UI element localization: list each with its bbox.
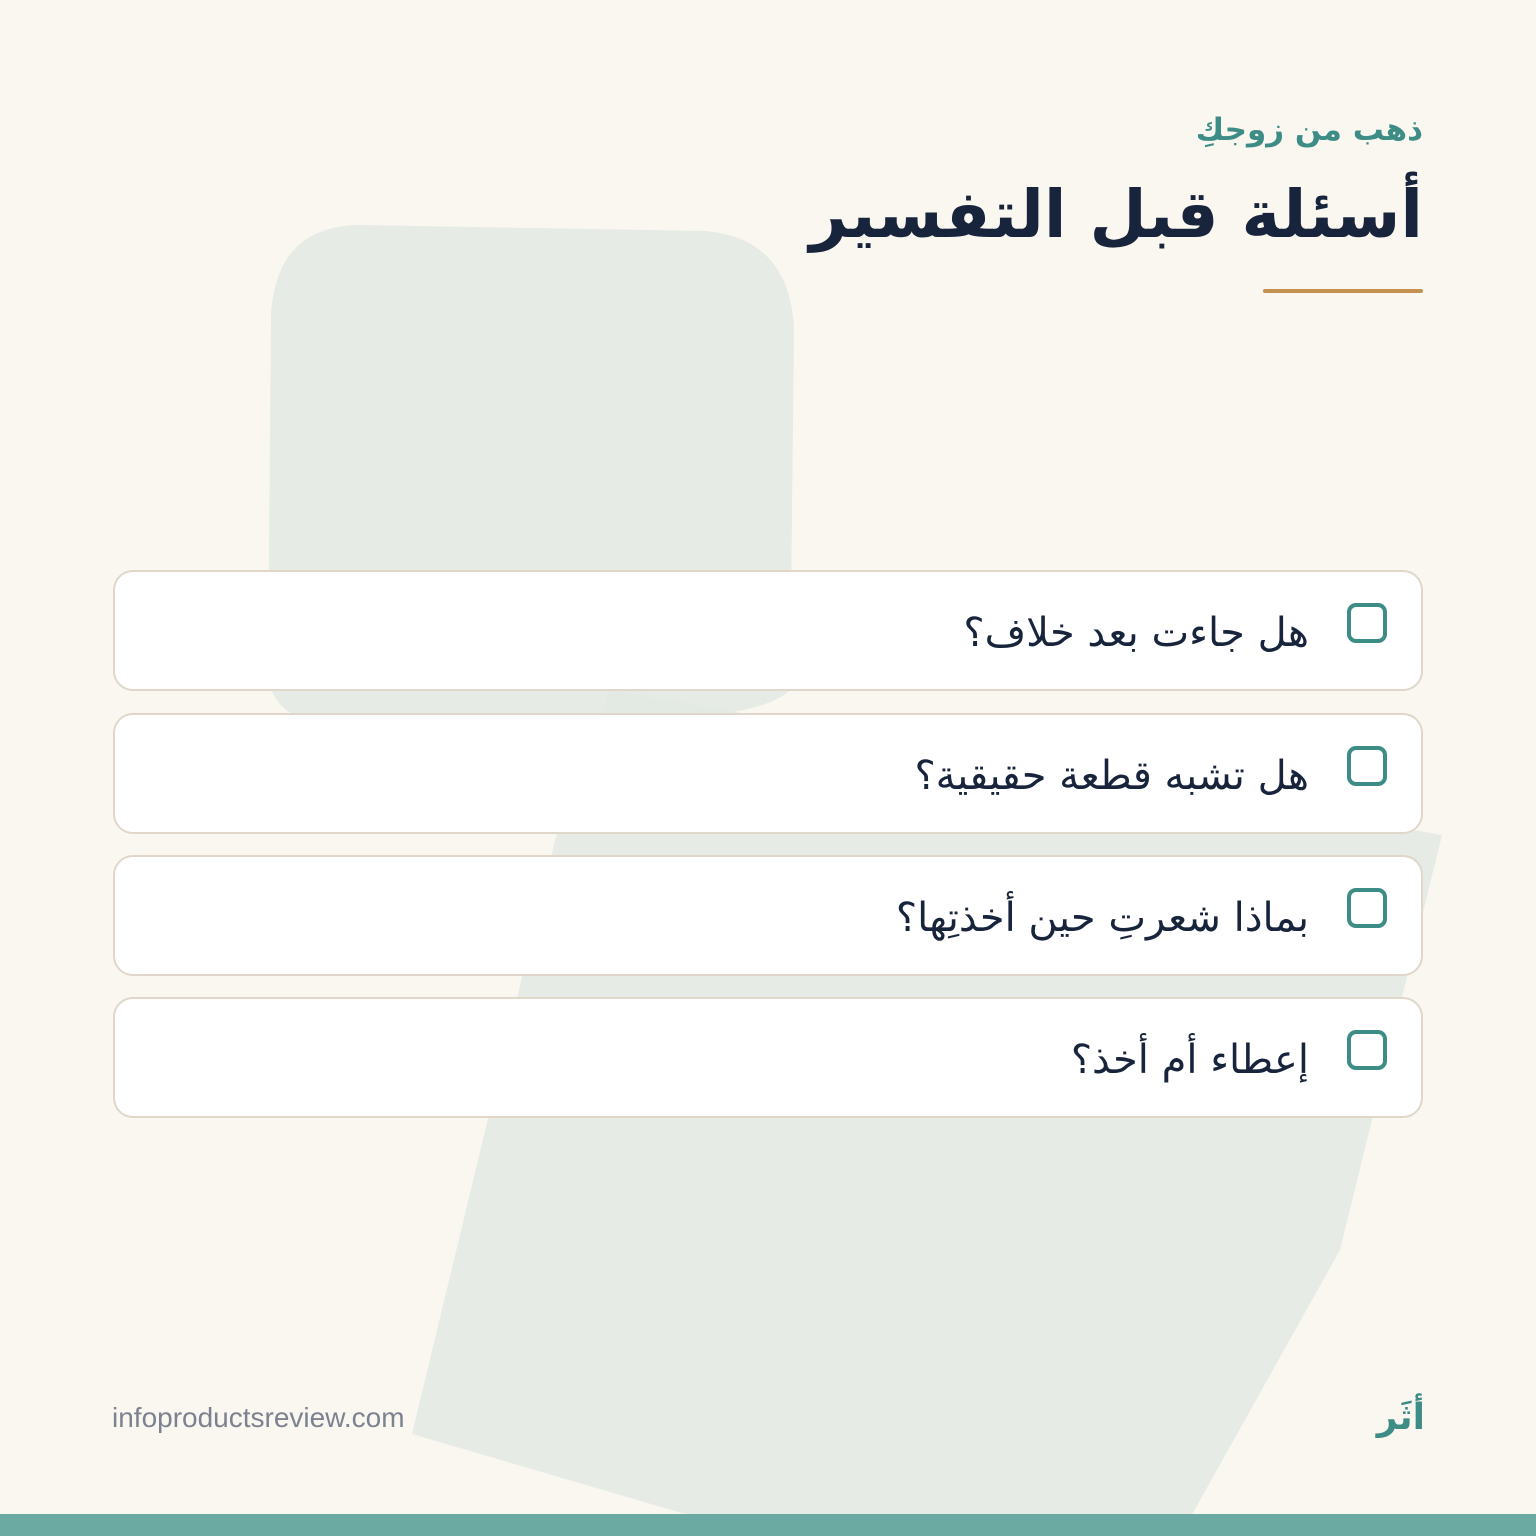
footer-website-url: infoproductsreview.com (112, 1402, 405, 1433)
checkbox[interactable] (1347, 1030, 1387, 1070)
question-item[interactable] (113, 997, 1423, 1118)
question-item[interactable] (113, 713, 1423, 834)
question-text: بماذا شعرتِ حين أخذتِها؟ (895, 895, 1309, 941)
checkbox[interactable] (1347, 746, 1387, 786)
page-title: أسئلة قبل التفسير (809, 176, 1423, 253)
page-subtitle: ذهب من زوجكِ (1195, 112, 1423, 148)
checkbox[interactable] (1347, 888, 1387, 928)
question-item[interactable] (113, 855, 1423, 976)
question-text: هل تشبه قطعة حقيقية؟ (914, 753, 1309, 799)
header (810, 108, 1423, 260)
brand-logo: أثَر (1376, 1397, 1425, 1438)
question-item[interactable] (113, 570, 1423, 691)
question-list (113, 570, 1423, 1140)
bottom-accent-bar (0, 1514, 1536, 1536)
checkbox[interactable] (1347, 603, 1387, 643)
title-underline-divider (1263, 289, 1423, 293)
question-text: هل جاءت بعد خلاف؟ (963, 610, 1309, 656)
question-text: إعطاء أم أخذ؟ (1070, 1037, 1309, 1083)
